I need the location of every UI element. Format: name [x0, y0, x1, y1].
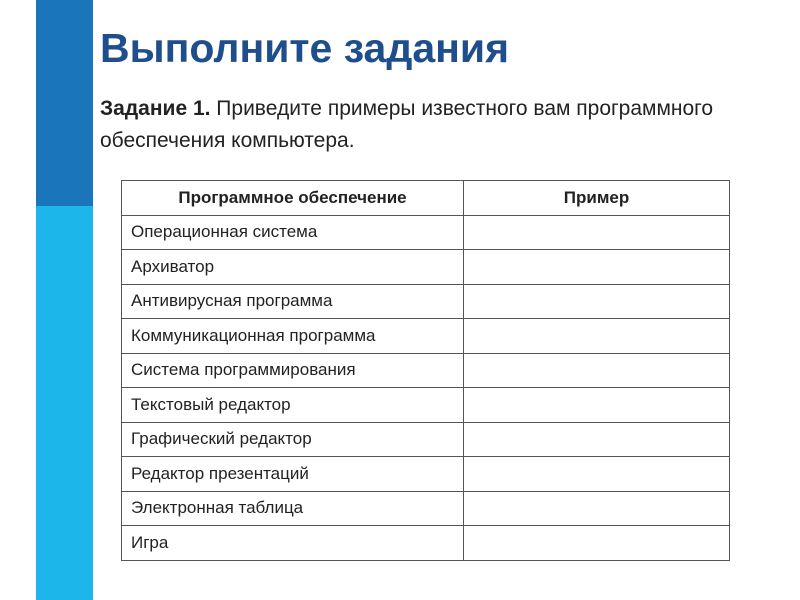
accent-bar-top	[36, 0, 93, 206]
example-cell[interactable]	[464, 457, 730, 492]
header-example: Пример	[464, 181, 730, 216]
header-software: Программное обеспечение	[122, 181, 464, 216]
table-row	[122, 284, 730, 319]
example-cell[interactable]	[464, 319, 730, 354]
software-cell: Графический редактор	[122, 422, 464, 457]
example-cell[interactable]	[464, 250, 730, 285]
table-row	[122, 388, 730, 423]
software-cell: Игра	[122, 526, 464, 561]
example-cell[interactable]	[464, 353, 730, 388]
task-text: Приведите примеры известного вам программного обеспечения компьютера.	[100, 97, 714, 152]
example-cell[interactable]	[464, 491, 730, 526]
software-examples-table	[121, 180, 730, 561]
software-cell: Архиватор	[122, 250, 464, 285]
table-row	[122, 457, 730, 492]
software-cell: Текстовый редактор	[122, 388, 464, 423]
software-cell: Электронная таблица	[122, 491, 464, 526]
table-row	[122, 215, 730, 250]
table-row	[122, 422, 730, 457]
table-row	[122, 319, 730, 354]
example-cell[interactable]	[464, 422, 730, 457]
software-cell: Операционная система	[122, 215, 464, 250]
task-label: Задание 1.	[100, 97, 211, 120]
accent-bar-bottom	[36, 206, 93, 600]
software-cell: Антивирусная программа	[122, 284, 464, 319]
page-title: Выполните задания	[100, 25, 510, 71]
software-cell: Коммуникационная программа	[122, 319, 464, 354]
table-row	[122, 491, 730, 526]
software-cell: Система программирования	[122, 353, 464, 388]
table-row	[122, 353, 730, 388]
table-row	[122, 526, 730, 561]
example-cell[interactable]	[464, 284, 730, 319]
example-cell[interactable]	[464, 215, 730, 250]
software-cell: Редактор презентаций	[122, 457, 464, 492]
example-cell[interactable]	[464, 388, 730, 423]
table-header-row	[122, 181, 730, 216]
example-cell[interactable]	[464, 526, 730, 561]
table-row	[122, 250, 730, 285]
task-description	[100, 93, 720, 157]
